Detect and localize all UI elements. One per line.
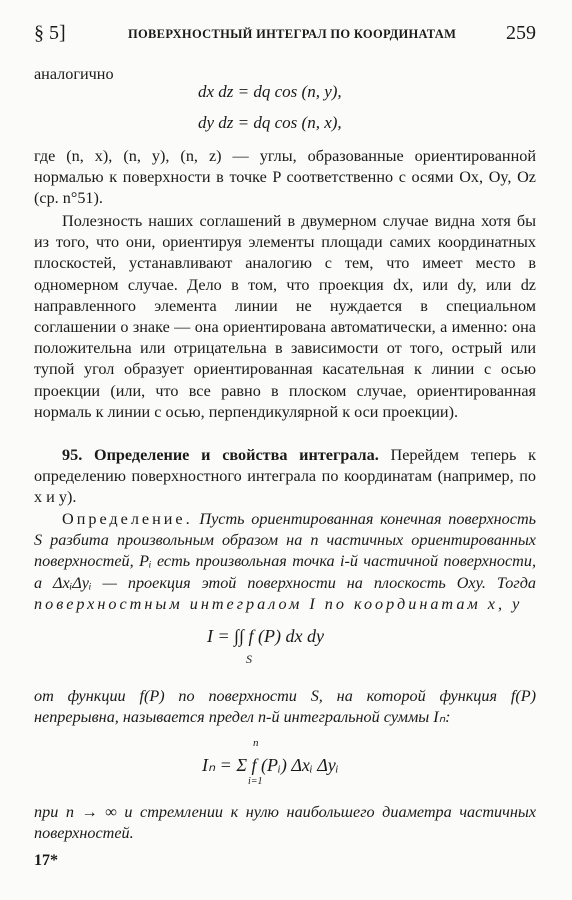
paragraph-function: от функции f(P) по поверхности S, на которой функция f(P) непрерывна, называется предел n-й интегральной суммы Iₙ: (34, 687, 536, 727)
paragraph-usefulness: Полезность наших соглашений в двумерном случае видна хотя бы из того, что они, ориентируя элементы площади самих координатных плоскостей, устанавливают аналогию с тем, что имеет место в одномерном случае. Дело в том, что проекция dx, или dy, или dz направленного элемента линии не нуждается в специальном соглашении о знаке — она ориентирована автоматически, а именно: она положительна или отрицательна в зависимости от того, острый или тупой угол образует ориентированная касательная к линии с осью проекции (или, что все равно в плоском случае, ориентированная нормаль к линии с осью, перпендикулярной к оси проекции). (34, 212, 536, 421)
page-number: 259 (506, 22, 536, 44)
heading-text: Перейдем теперь к определению поверхностного интеграла по координатам (например, по x и y). (34, 446, 536, 507)
definition-label: Определение. (62, 510, 193, 528)
formula-dxdz: dx dz = dq cos (n, y), (198, 82, 342, 101)
section-marker: § 5] (34, 22, 66, 44)
sum-lower-limit: i=1 (248, 776, 263, 787)
definition-text: Пусть ориентированная конечная поверхность S разбита произвольным образом на n частичных ориентированных поверхностей, Pᵢ есть произвольная точка i-й частичной поверхности, а ΔxᵢΔyᵢ — проекция этой поверхности на плоскость Oxy. Тогда (34, 510, 536, 592)
sum-upper-limit: n (253, 737, 259, 749)
paragraph-definition-heading (34, 445, 536, 509)
paragraph-limit: при n → ∞ и стремлении к нулю наибольшего диаметра частичных поверхностей. (34, 803, 536, 843)
header-title: ПОВЕРХНОСТНЫЙ ИНТЕГРАЛ ПО КООРДИНАТАМ (128, 27, 457, 41)
paragraph-angles: где (n, x), (n, y), (n, z) — углы, образованные ориентированной нормалью к поверхности в точке P соответственно с осями Ox, Oy, Oz (ср. n°51). (34, 147, 536, 208)
formula-dydz: dy dz = dq cos (n, x), (198, 113, 342, 132)
intro-text: аналогично (34, 65, 114, 83)
signature-mark: 17* (34, 852, 58, 869)
definition-term: поверхностным интегралом I по координатам x, y (34, 594, 523, 613)
paragraph-definition (34, 509, 536, 615)
formula-integral-sub: S (246, 652, 252, 666)
formula-integral: I = ∫∫ f (P) dx dy (207, 626, 324, 646)
formula-sum: Iₙ = Σ f (Pᵢ) Δxᵢ Δyᵢ (202, 755, 339, 775)
section-heading: 95. Определение и свойства интеграла. (62, 446, 379, 464)
running-header (34, 22, 536, 50)
